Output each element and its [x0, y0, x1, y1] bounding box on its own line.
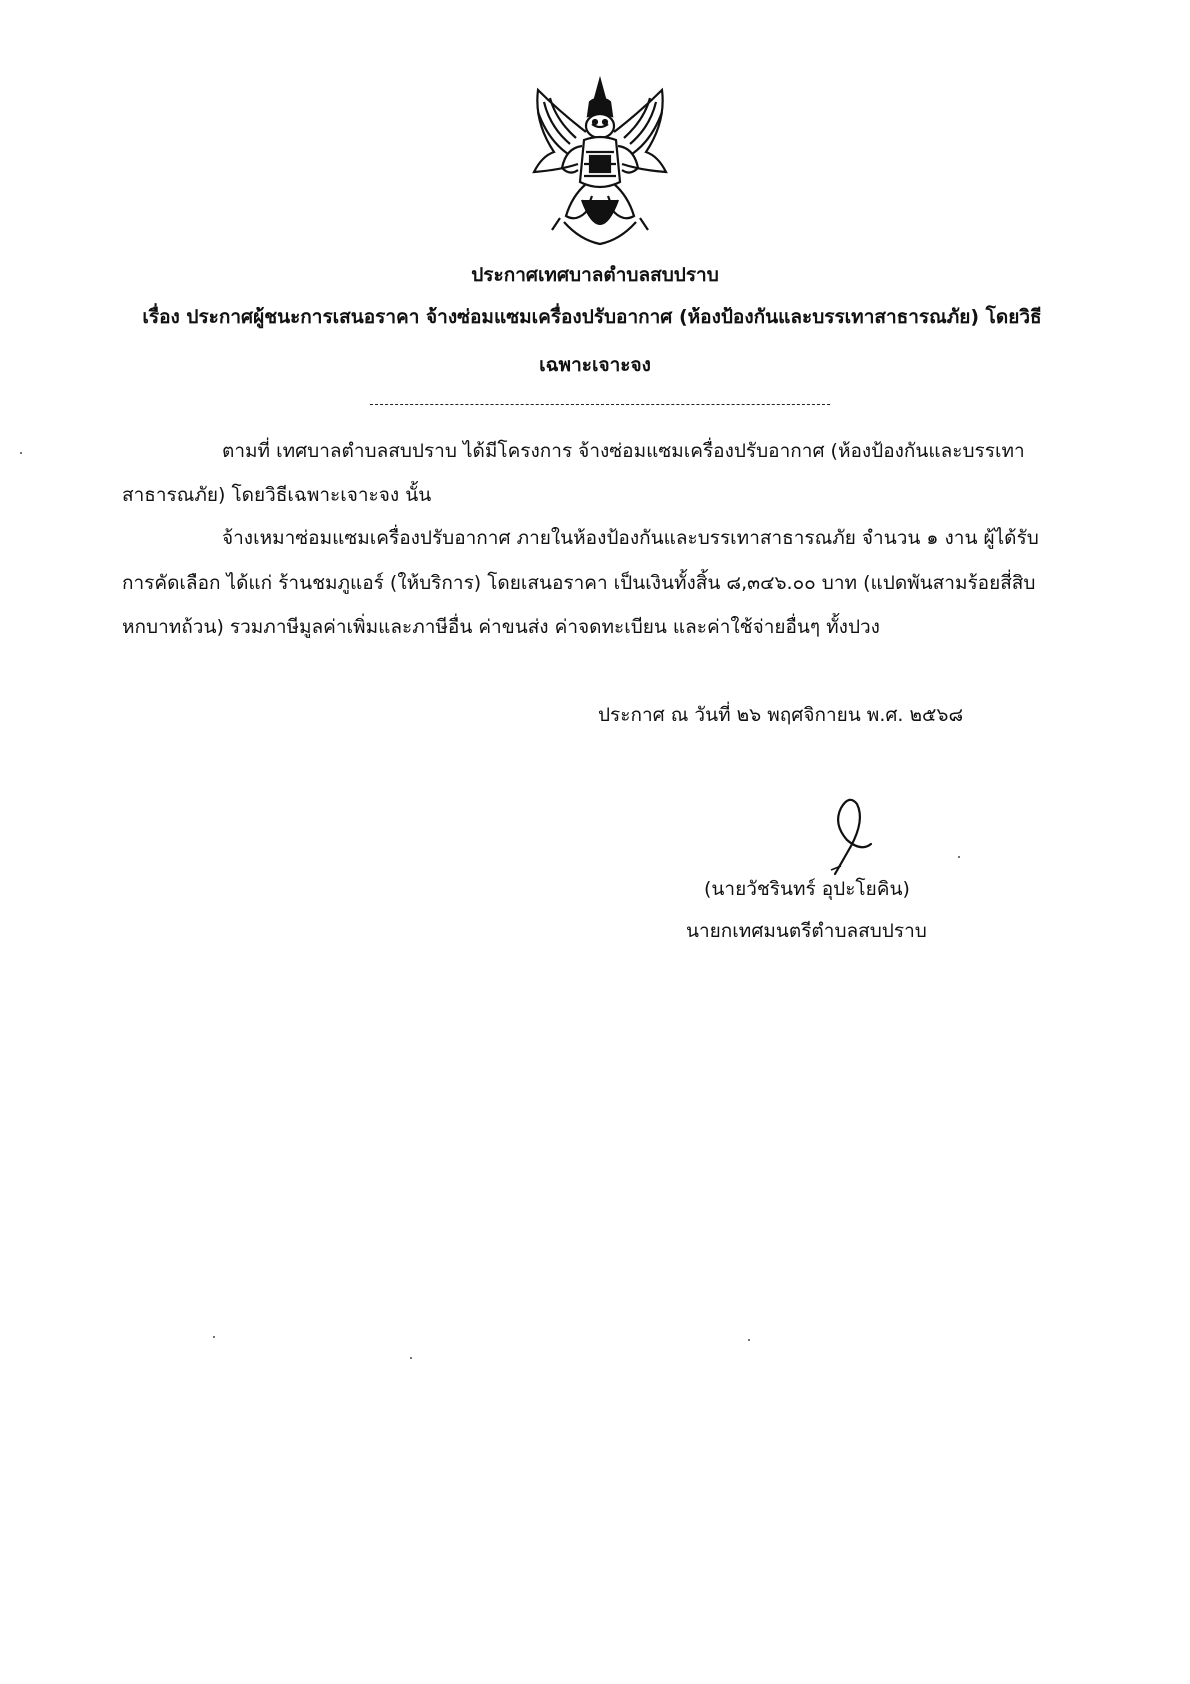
document-title: ประกาศเทศบาลตำบลสบปราบ [471, 264, 719, 286]
signer-position: นายกเทศมนตรีตำบลสบปราบ [686, 920, 927, 942]
dashed-divider [370, 404, 830, 405]
signature-icon [805, 790, 885, 880]
paragraph-1-line-2: สาธารณภัย) โดยวิธีเฉพาะเจาะจง นั้น [122, 484, 432, 506]
signer-name: (นายวัชรินทร์ อุปะโยคิน) [704, 878, 910, 900]
paragraph-2-line-1: จ้างเหมาซ่อมแซมเครื่องปรับอากาศ ภายในห้องป้องกันและบรรเทาสาธารณภัย จำนวน ๑ งาน ผู้ได้รับ [222, 527, 1039, 549]
scan-speck [213, 1336, 215, 1338]
scan-speck [958, 856, 960, 858]
subject-line-2: เฉพาะเจาะจง [539, 354, 651, 376]
subject-line-1: เรื่อง ประกาศผู้ชนะการเสนอราคา จ้างซ่อมแซมเครื่องปรับอากาศ (ห้องป้องกันและบรรเทาสาธารณภัย) โดยวิธี [142, 306, 1042, 328]
scan-speck [748, 1339, 750, 1341]
paragraph-2-line-2: การคัดเลือก ได้แก่ ร้านชมภูแอร์ (ให้บริการ) โดยเสนอราคา เป็นเงินทั้งสิ้น ๘,๓๔๖.๐๐ บาท (แปดพันสามร้อยสี่สิบ [122, 572, 1036, 594]
scan-speck [410, 1357, 412, 1359]
paragraph-2-line-3: หกบาทถ้วน) รวมภาษีมูลค่าเพิ่มและภาษีอื่น ค่าขนส่ง ค่าจดทะเบียน และค่าใช้จ่ายอื่นๆ ทั้งปวง [122, 616, 880, 638]
announcement-date: ประกาศ ณ วันที่ ๒๖ พฤศจิกายน พ.ศ. ๒๕๖๘ [598, 704, 964, 726]
paragraph-1-line-1: ตามที่ เทศบาลตำบลสบปราบ ได้มีโครงการ จ้างซ่อมแซมเครื่องปรับอากาศ (ห้องป้องกันและบรรเทา [222, 440, 1025, 462]
scan-speck [20, 452, 22, 454]
garuda-emblem-icon [520, 72, 680, 252]
